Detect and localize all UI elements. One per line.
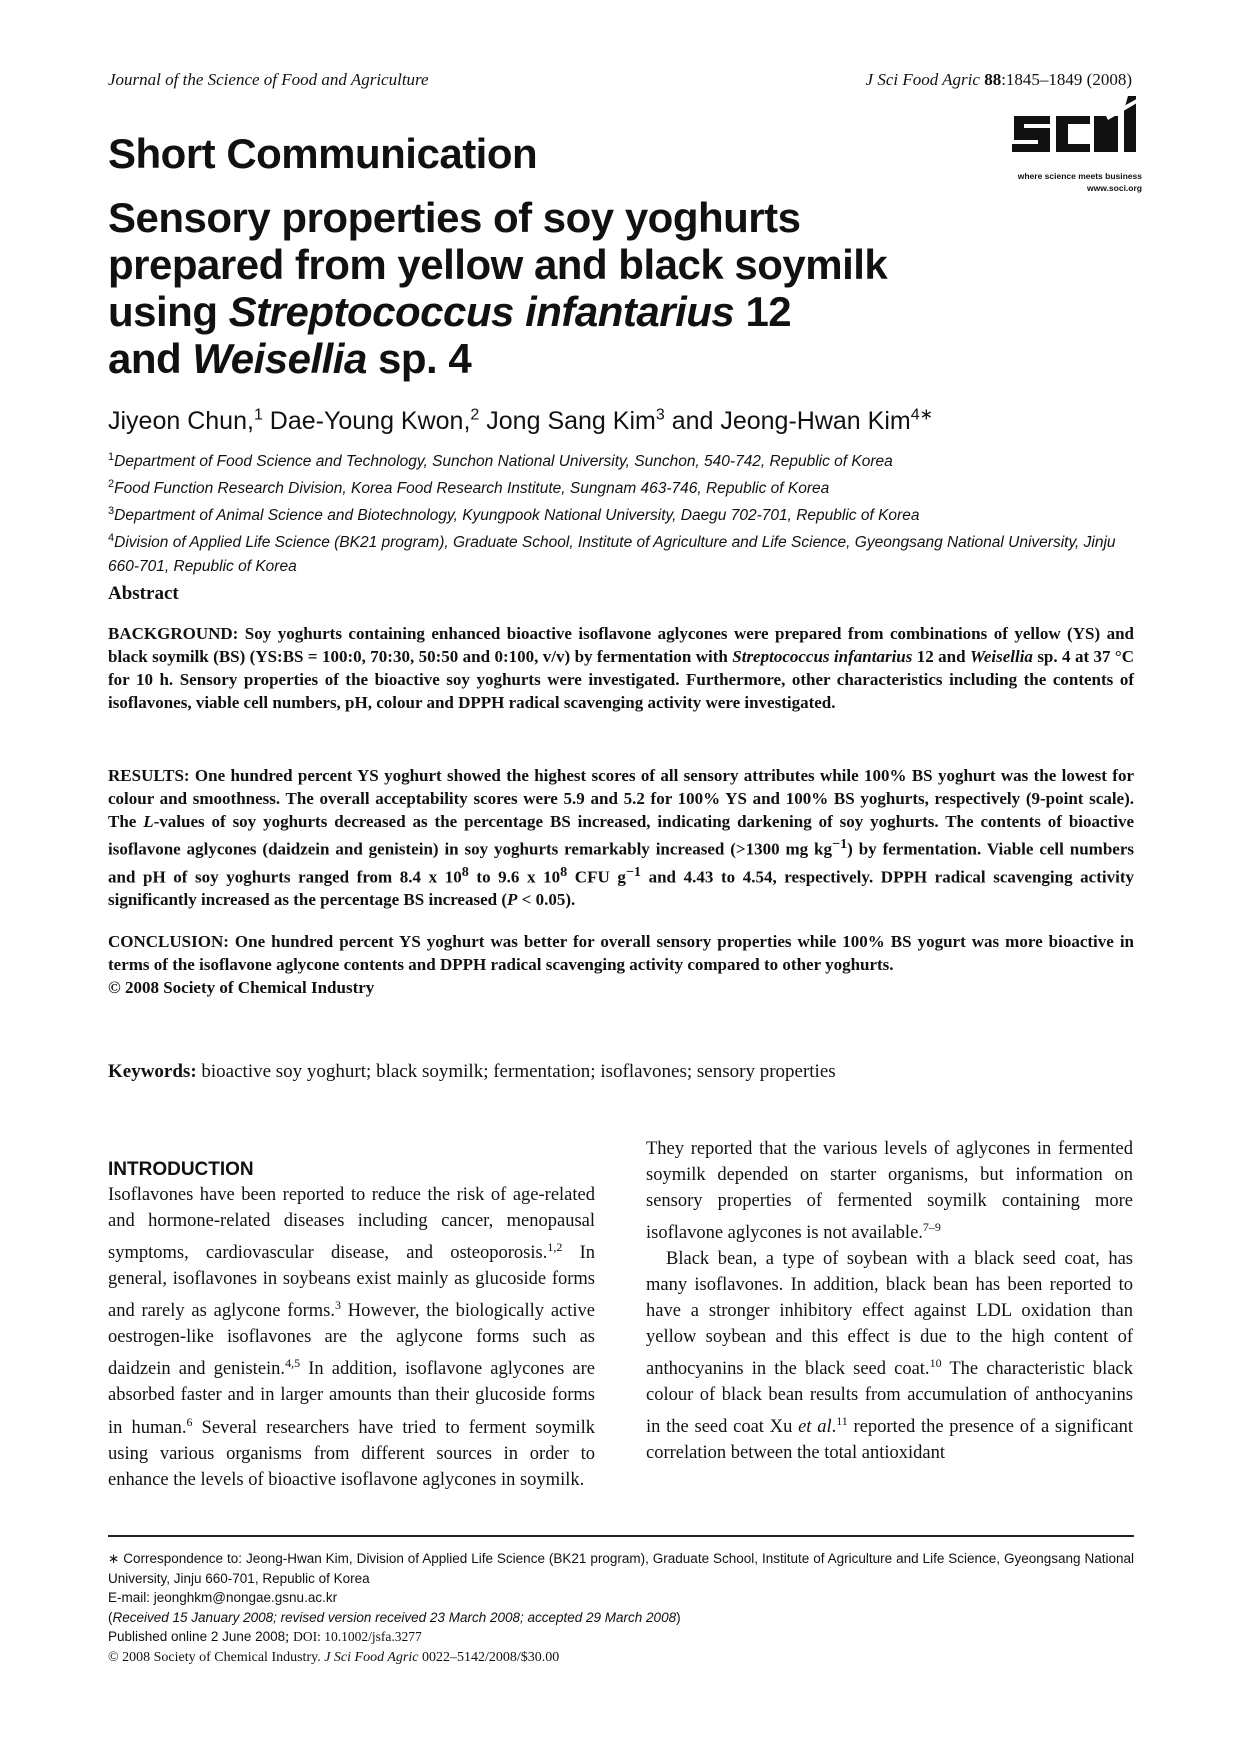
title-text: using <box>108 288 229 335</box>
received-dates-text: Received 15 January 2008; revised version received 23 March 2008; accepted 29 March 2008 <box>112 1609 677 1625</box>
abstract-heading: Abstract <box>108 583 179 604</box>
logo-tagline <box>1018 170 1142 194</box>
affiliation-text: Department of Food Science and Technology, Sunchon National University, Sunchon, 540-742, Republic of Korea <box>114 453 893 471</box>
citation-ref[interactable]: 6 <box>186 1414 193 1429</box>
introduction-heading: INTRODUCTION <box>108 1159 254 1180</box>
abstract-species: Streptococcus infantarius <box>732 647 913 666</box>
abstract-text: CFU g <box>567 867 626 887</box>
abstract-background <box>108 622 1134 714</box>
citation-ref[interactable]: 7–9 <box>922 1220 941 1234</box>
affiliation-text: Department of Animal Science and Biotechnology, Kyungpook National University, Daegu 702-701, Republic of Korea <box>114 507 920 525</box>
publication-info: Published online 2 June 2008; DOI: 10.1002/jsfa.3277 <box>108 1629 422 1645</box>
abstract-text: sp. 4 at 37 °C for 10 h. Sensory properties of the bioactive soy yoghurts were investigated. Furthermore, other characteristics including the contents of isoflavones, viable cell numbers, pH, colour and DPPH radical scavenging activity were investigated. <box>108 647 1134 712</box>
title-text: and <box>108 335 193 382</box>
section-type: Short Communication <box>108 130 538 177</box>
author-sup: 1 <box>253 407 263 424</box>
abstract-text: to 9.6 x 10 <box>468 867 561 887</box>
author-sup: 3 <box>655 407 665 424</box>
affiliation-list <box>108 446 1138 578</box>
author <box>108 407 263 435</box>
introduction-paragraph <box>646 1136 1133 1246</box>
body-text: Several researchers have tried to ferment soymilk using various organisms from different sources in order to enhance the levels of bioactive isoflavone aglycones in soymilk. <box>108 1417 595 1490</box>
author-list <box>108 405 933 436</box>
affiliation-text: Division of Applied Life Science (BK21 program), Graduate School, Institute of Agriculture and Life Science, Gyeongsang National University, Jinju 660-701, Republic of Korea <box>108 534 1116 575</box>
body-text: However, the biologically active oestrogen-like isoflavones are the aglycone forms such as daidzein and genistein. <box>108 1301 595 1380</box>
citation-ref[interactable]: 11 <box>836 1414 848 1429</box>
abstract-sup: −1 <box>832 836 848 852</box>
title-genus: Weisellia <box>192 335 367 382</box>
abstract-sup: 8 <box>560 863 568 880</box>
abstract-text: < 0.05). <box>517 890 576 910</box>
keywords-text: bioactive soy yoghurt; black soymilk; fermentation; isoflavones; sensory properties <box>196 1061 836 1082</box>
running-header-journal: Journal of the Science of Food and Agriculture <box>108 70 429 89</box>
published-date: Published online 2 June 2008 <box>108 1629 286 1644</box>
body-text: . <box>831 1417 837 1438</box>
abstract-conclusion <box>108 930 1134 999</box>
abstract-italic: L <box>143 812 154 831</box>
author-name: Jong Sang Kim <box>486 407 656 436</box>
sci-logo <box>1010 96 1142 200</box>
body-text: The characteristic black colour of black bean results from accumulation of anthocyanins in the seed coat Xu <box>646 1359 1133 1438</box>
keywords <box>108 1061 836 1083</box>
author-sup: 2 <box>470 407 480 424</box>
author-name: Jiyeon Chun, <box>108 407 254 436</box>
abstract-sup: −1 <box>625 863 641 880</box>
affiliation-sup: 1 <box>108 451 115 463</box>
introduction-right-column <box>646 1136 1133 1466</box>
title-line-4 <box>108 335 1008 382</box>
correspondence-note: ∗ Correspondence to: Jeong-Hwan Kim, Division of Applied Life Science (BK21 program), Graduate School, Institute of Agriculture and Life Science, Gyeongsang National University, Jinju 660-701, Republic of Korea <box>108 1551 1134 1586</box>
author-name: Dae-Young Kwon, <box>269 407 471 436</box>
title-text: sp. 4 <box>366 335 472 382</box>
introduction-left-column <box>108 1158 595 1493</box>
introduction-paragraph <box>108 1185 595 1490</box>
citation-ref[interactable]: 10 <box>929 1356 942 1371</box>
footer-issn: 0022–5142/2008/$30.00 <box>418 1650 560 1665</box>
citation-ref[interactable]: 4,5 <box>285 1356 301 1371</box>
affiliation <box>108 446 1138 473</box>
footnotes <box>108 1549 1134 1648</box>
citation-pages: :1845–1849 (2008) <box>1001 70 1132 89</box>
body-text: Isoflavones have been reported to reduce the risk of age-related and hormone-related diseases including cancer, menopausal symptoms, cardiovascular disease, and osteoporosis. <box>108 1185 595 1264</box>
abstract-text: and 4.43 to 4.54, respectively. DPPH radical scavenging activity significantly increased as the percentage BS increased ( <box>108 867 1134 910</box>
abstract-results <box>108 764 1134 911</box>
author <box>672 407 933 435</box>
body-text: They reported that the various levels of aglycones in fermented soymilk depended on starter organisms, but information on sensory properties of fermented soymilk containing more isoflavone aglycones is not available. <box>646 1139 1133 1244</box>
abstract-text: 12 and <box>912 647 970 666</box>
abstract-text: RESULTS: One hundred percent YS yoghurt showed the highest scores of all sensory attributes while 100% BS yoghurt was the lowest for colour and smoothness. The overall acceptability scores were 5.9 and 5.2 for 100% YS and 100% BS yoghurts, respectively (9-point scale). The <box>108 766 1134 831</box>
affiliation-sup: 3 <box>108 505 115 518</box>
logo-url[interactable]: www.soci.org <box>1087 183 1142 193</box>
citation-volume: 88 <box>984 70 1002 89</box>
affiliation-sup: 2 <box>108 478 115 491</box>
correspondence-email[interactable]: E-mail: jeonghkm@nongae.gsnu.ac.kr <box>108 1590 338 1605</box>
citation-ref[interactable]: 1,2 <box>547 1240 563 1254</box>
affiliation <box>108 500 1138 527</box>
body-text: reported the presence of a significant correlation between the total antioxidant <box>646 1417 1134 1464</box>
running-header-citation <box>866 70 1132 90</box>
page-footer <box>108 1650 559 1666</box>
author <box>486 407 664 435</box>
title-line-2: prepared from yellow and black soymilk <box>108 241 888 288</box>
abstract-sup: 8 <box>461 863 469 880</box>
abstract-genus: Weisellia <box>969 647 1033 666</box>
abstract-text: -values of soy yoghurts decreased as the percentage BS increased, indicating darkening of soy yoghurts. The contents of bioactive isoflavone aglycones (daidzein and genistein) in soy yoghurts remarkably increased (>1300 mg kg <box>108 812 1134 859</box>
affiliation <box>108 473 1138 500</box>
keywords-label: Keywords: <box>108 1061 197 1082</box>
abstract-italic: P <box>507 890 518 910</box>
affiliation-sup: 4 <box>108 532 115 545</box>
affiliation <box>108 527 1138 577</box>
author-sup: 4∗ <box>910 407 934 424</box>
abstract-copyright: © 2008 Society of Chemical Industry <box>108 978 375 997</box>
abstract-conclusion-text: CONCLUSION: One hundred percent YS yoghurt was better for overall sensory properties while 100% BS yogurt was more bioactive in terms of the isoflavone aglycone contents and DPPH radical scavenging activity compared to other yoghurts. <box>108 932 1134 974</box>
doi-link[interactable]: DOI: 10.1002/jsfa.3277 <box>293 1629 422 1644</box>
citation-journal: J Sci Food Agric <box>865 70 980 89</box>
author-name: and Jeong-Hwan Kim <box>671 407 911 436</box>
author <box>270 407 480 435</box>
title-line-1: Sensory properties of soy yoghurts <box>108 194 801 241</box>
body-italic: et al <box>798 1417 832 1438</box>
footnote-divider <box>108 1535 1134 1537</box>
citation-ref[interactable]: 3 <box>335 1298 341 1313</box>
received-dates: (Received 15 January 2008; revised version received 23 March 2008; accepted 29 March 2008) <box>108 1609 681 1625</box>
title-text: 12 <box>734 288 792 335</box>
affiliation-text: Food Function Research Division, Korea Food Research Institute, Sungnam 463-746, Republic of Korea <box>114 480 830 498</box>
body-text: In addition, isoflavone aglycones are absorbed faster and in larger amounts than their glucoside forms in human. <box>108 1359 595 1438</box>
article-title <box>108 194 1008 382</box>
body-text: Black bean, a type of soybean with a black seed coat, has many isoflavones. In addition, black bean has been reported to have a stronger inhibitory effect against LDL oxidation than yellow soybean and this effect is due to the high content of anthocyanins in the black seed coat. <box>646 1249 1133 1380</box>
title-line-3 <box>108 288 1008 335</box>
abstract-text: BACKGROUND: Soy yoghurts containing enhanced bioactive isoflavone aglycones were prepared from combinations of yellow (YS) and black soymilk (BS) (YS:BS = 100:0, 70:30, 50:50 and 0:100, v/v) by fermentation with <box>108 624 1134 666</box>
sci-logo-icon <box>1010 96 1142 166</box>
logo-tagline-text: where science meets business <box>1017 171 1142 181</box>
introduction-paragraph <box>646 1246 1133 1466</box>
footer-copyright: © 2008 Society of Chemical Industry. <box>108 1650 325 1665</box>
footer-journal: J Sci Food Agric <box>324 1650 419 1665</box>
body-text: In general, isoflavones in soybeans exist mainly as glucoside forms and rarely as aglycone forms. <box>108 1243 595 1322</box>
title-species: Streptococcus infantarius <box>228 288 735 335</box>
abstract-text: ) by fermentation. Viable cell numbers and pH of soy yoghurts ranged from 8.4 x 10 <box>108 839 1134 887</box>
